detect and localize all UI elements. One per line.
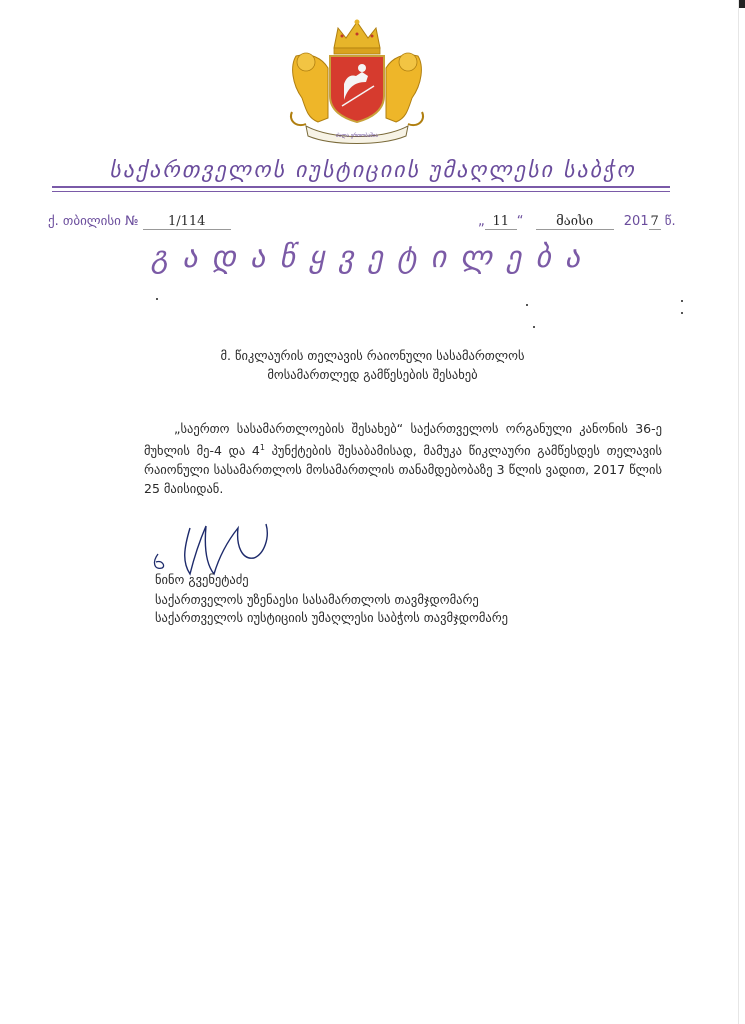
paragraph-superscript: 1 [259,443,265,452]
scan-speck [681,312,683,314]
crown-icon [334,20,380,55]
paragraph-part-2: პუნქტების შესაბამისად, მამუკა წიკლაური გამწესდეს თელავის რაიონული სასამართლოს მოსამართლის თანამდებობაზე 3 წლის ვადით, 2017 წლის 25 მაისიდან. [144,443,662,497]
decision-body [144,419,662,498]
subject-line-1: მ. წიკლაურის თელავის რაიონული სასამართლოს [220,348,525,363]
year-label: წ. [664,214,676,229]
signatory-position-1: საქართველოს უზენაესი სასამართლოს თავმჯდომარე [155,592,479,607]
subject-line-2: მოსამართლედ გამწესების შესახებ [267,367,478,382]
document-title: გადაწყვეტილება [150,240,595,275]
scan-speck [533,326,535,328]
document-date-field: „ 11 “ მაისი 201 7 წ. [478,214,676,229]
shield-icon [330,56,384,122]
organization-title: საქართველოს იუსტიციის უმაღლესი საბჭო [109,158,636,183]
header-rule-bottom [52,191,670,192]
scan-speck [156,298,158,300]
scan-edge-mark [739,0,745,8]
scan-edge-line [738,0,739,1024]
decision-subject [0,346,745,384]
left-lion-icon [291,53,328,125]
signatory-position-2: საქართველოს იუსტიციის უმაღლესი საბჭოს თავმჯდომარე [155,610,508,625]
scan-speck [526,304,528,306]
decision-paragraph [144,419,662,498]
place-label: ქ. თბილისი № [48,214,139,229]
date-year-suffix: 7 [650,214,659,229]
document-number: 1/114 [143,214,231,230]
date-day: 11 [485,214,517,230]
document-number-field [48,214,231,230]
signatory-name: ნინო გვენეტაძე [155,572,249,587]
right-lion-icon [386,53,423,125]
date-month: მაისი [536,214,614,230]
paragraph-part-1: „საერთო სასამართლოების შესახებ“ საქართველოს ორგანული კანონის 36-ე მუხლის მე-4 და 4 [144,421,662,459]
coat-of-arms-icon [282,18,432,146]
scan-speck [681,300,683,302]
header-rule-top [52,186,670,188]
seal-motto: ძალა ერთობაშია [336,133,378,139]
date-year-prefix: 201 [623,214,649,229]
